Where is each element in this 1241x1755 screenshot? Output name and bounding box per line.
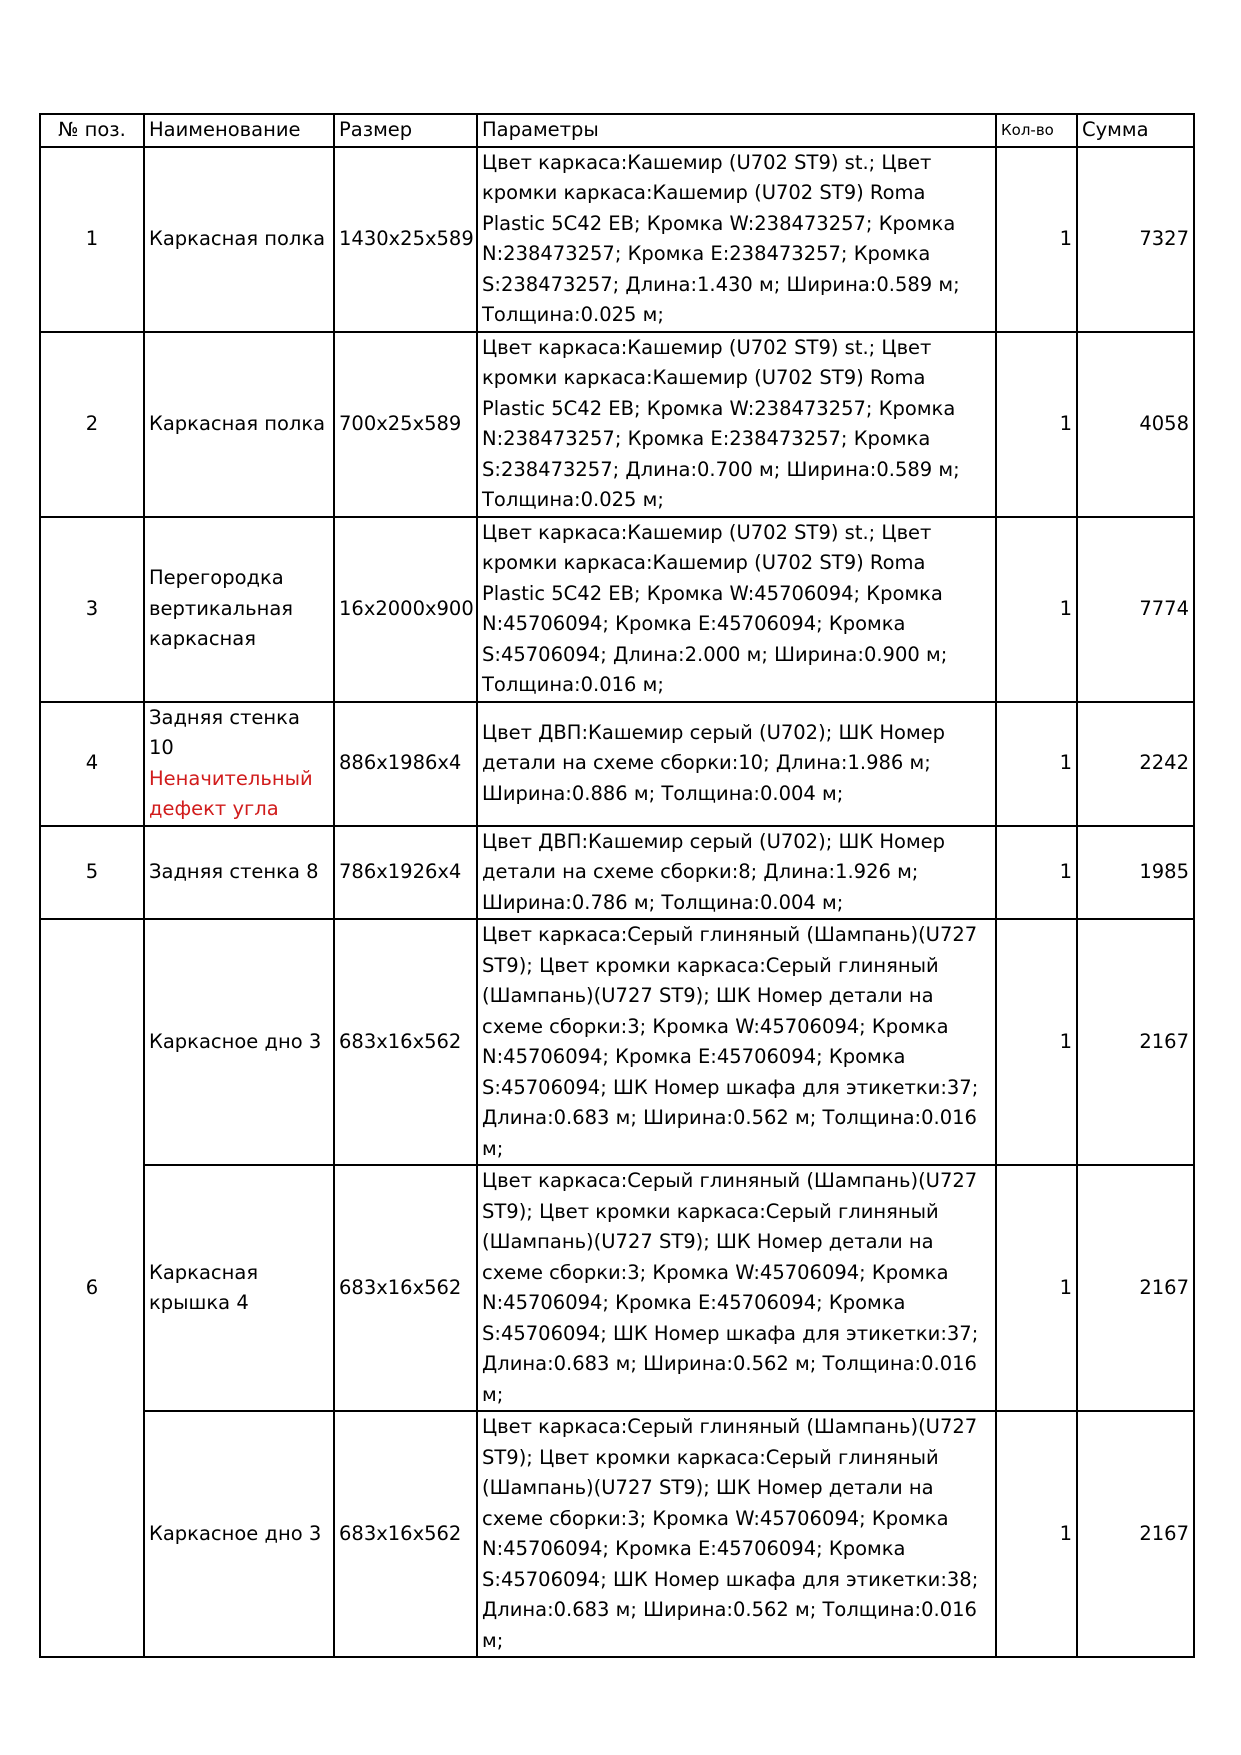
table-header-row: [40, 114, 1194, 147]
table-row: [40, 919, 1194, 1165]
header-name: Наименование: [144, 114, 334, 147]
row-sum: 7327: [1077, 147, 1194, 332]
group-pos: 6: [40, 919, 144, 1657]
row-qty: 1: [996, 702, 1077, 826]
row-params: Цвет каркаса:Серый глиняный (Шампань)(U727 ST9); Цвет кромки каркаса:Серый глиняный (Шампань)(U727 ST9); ШК Номер детали на схеме сборки:3; Кромка W:45706094; Кромка N:45706094; Кромка E:45706094; Кромка S:45706094; ШК Номер шкафа для этикетки:37; Длина:0.683 м; Ширина:0.562 м; Толщина:0.016 м;: [477, 1165, 996, 1411]
header-pos: № поз.: [40, 114, 144, 147]
table-row: [40, 826, 1194, 920]
row-params: Цвет каркаса:Кашемир (U702 ST9) st.; Цвет кромки каркаса:Кашемир (U702 ST9) Roma Plastic 5C42 EB; Кромка W:238473257; Кромка N:238473257; Кромка E:238473257; Кромка S:238473257; Длина:0.700 м; Ширина:0.589 м; Толщина:0.025 м;: [477, 332, 996, 517]
row-pos: 1: [40, 147, 144, 332]
items-table: [39, 113, 1195, 1658]
table-row: [40, 1165, 1194, 1411]
header-size: Размер: [334, 114, 477, 147]
row-sum: 2167: [1077, 1411, 1194, 1657]
row-sum: 2167: [1077, 919, 1194, 1165]
header-qty: Кол-во: [996, 114, 1077, 147]
row-name: Задняя стенка 10: [149, 705, 300, 759]
row-params: Цвет каркаса:Серый глиняный (Шампань)(U727 ST9); Цвет кромки каркаса:Серый глиняный (Шампань)(U727 ST9); ШК Номер детали на схеме сборки:3; Кромка W:45706094; Кромка N:45706094; Кромка E:45706094; Кромка S:45706094; ШК Номер шкафа для этикетки:38; Длина:0.683 м; Ширина:0.562 м; Толщина:0.016 м;: [477, 1411, 996, 1657]
row-pos: 5: [40, 826, 144, 920]
row-name: Каркасное дно 3: [144, 1411, 334, 1657]
row-pos: 2: [40, 332, 144, 517]
row-name: Каркасная полка: [144, 332, 334, 517]
row-params: Цвет ДВП:Кашемир серый (U702); ШК Номер детали на схеме сборки:8; Длина:1.926 м; Ширина:0.786 м; Толщина:0.004 м;: [477, 826, 996, 920]
row-qty: 1: [996, 517, 1077, 702]
header-sum: Сумма: [1077, 114, 1194, 147]
row-size: 1430x25x589: [334, 147, 477, 332]
row-sum: 4058: [1077, 332, 1194, 517]
row-name: Каркасная полка: [144, 147, 334, 332]
row-pos: 4: [40, 702, 144, 826]
table-row: [40, 702, 1194, 826]
row-params: Цвет ДВП:Кашемир серый (U702); ШК Номер детали на схеме сборки:10; Длина:1.986 м; Ширина:0.886 м; Толщина:0.004 м;: [477, 702, 996, 826]
row-size: 700x25x589: [334, 332, 477, 517]
row-params: Цвет каркаса:Кашемир (U702 ST9) st.; Цвет кромки каркаса:Кашемир (U702 ST9) Roma Plastic 5C42 EB; Кромка W:238473257; Кромка N:238473257; Кромка E:238473257; Кромка S:238473257; Длина:1.430 м; Ширина:0.589 м; Толщина:0.025 м;: [477, 147, 996, 332]
row-qty: 1: [996, 1411, 1077, 1657]
header-params: Параметры: [477, 114, 996, 147]
row-name: Каркасная крышка 4: [144, 1165, 334, 1411]
table-row: [40, 1411, 1194, 1657]
table-row: [40, 147, 1194, 332]
row-sum: 1985: [1077, 826, 1194, 920]
table-row: [40, 517, 1194, 702]
row-name: Каркасное дно 3: [144, 919, 334, 1165]
row-name-cell: [144, 702, 334, 826]
row-size: 683x16x562: [334, 1411, 477, 1657]
row-params: Цвет каркаса:Кашемир (U702 ST9) st.; Цвет кромки каркаса:Кашемир (U702 ST9) Roma Plastic 5C42 EB; Кромка W:45706094; Кромка N:45706094; Кромка E:45706094; Кромка S:45706094; Длина:2.000 м; Ширина:0.900 м; Толщина:0.016 м;: [477, 517, 996, 702]
table-row: [40, 332, 1194, 517]
row-qty: 1: [996, 332, 1077, 517]
row-params: Цвет каркаса:Серый глиняный (Шампань)(U727 ST9); Цвет кромки каркаса:Серый глиняный (Шампань)(U727 ST9); ШК Номер детали на схеме сборки:3; Кромка W:45706094; Кромка N:45706094; Кромка E:45706094; Кромка S:45706094; ШК Номер шкафа для этикетки:37; Длина:0.683 м; Ширина:0.562 м; Толщина:0.016 м;: [477, 919, 996, 1165]
row-qty: 1: [996, 826, 1077, 920]
row-size: 683x16x562: [334, 919, 477, 1165]
defect-note: Неначительный дефект угла: [149, 766, 313, 820]
row-size: 16x2000x900: [334, 517, 477, 702]
row-size: 683x16x562: [334, 1165, 477, 1411]
row-qty: 1: [996, 919, 1077, 1165]
row-sum: 2242: [1077, 702, 1194, 826]
row-name: Перегородка вертикальная каркасная: [144, 517, 334, 702]
row-sum: 2167: [1077, 1165, 1194, 1411]
row-qty: 1: [996, 1165, 1077, 1411]
row-size: 886x1986x4: [334, 702, 477, 826]
row-name: Задняя стенка 8: [144, 826, 334, 920]
row-qty: 1: [996, 147, 1077, 332]
row-pos: 3: [40, 517, 144, 702]
row-size: 786x1926x4: [334, 826, 477, 920]
row-sum: 7774: [1077, 517, 1194, 702]
